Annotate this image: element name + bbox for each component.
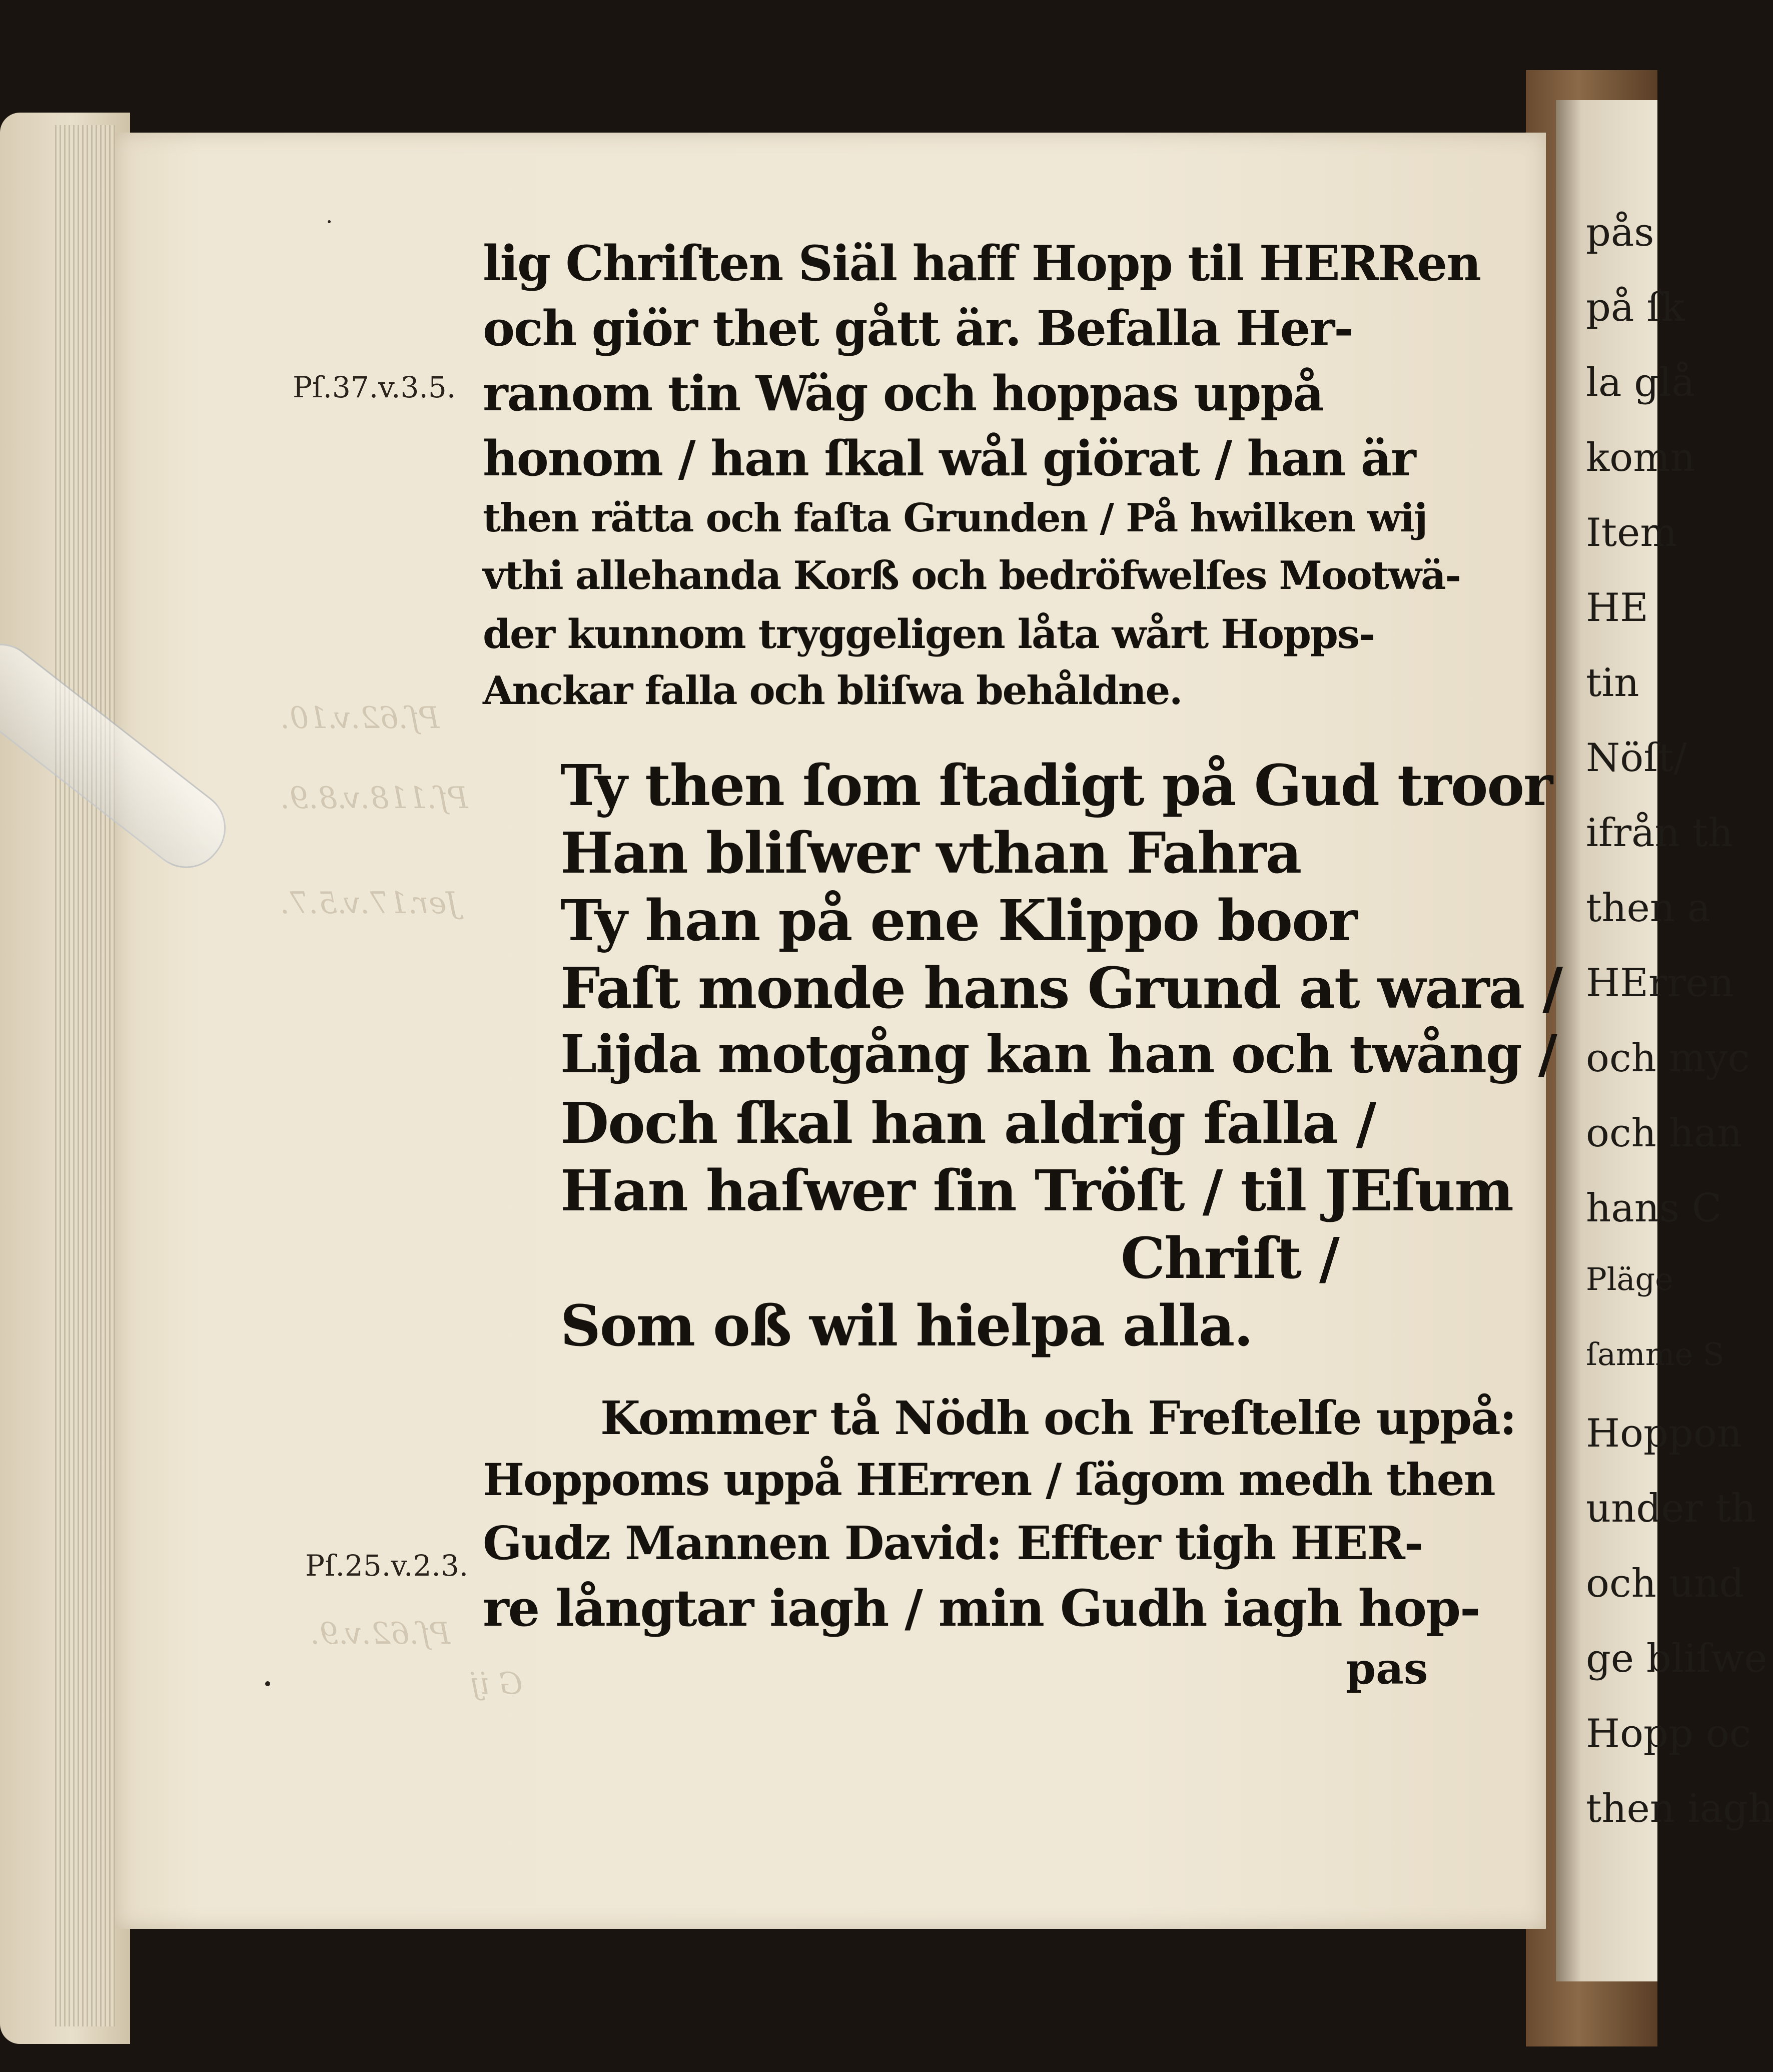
facing-page-fragment: Hoppon bbox=[1586, 1411, 1742, 1456]
ink-speck bbox=[328, 220, 331, 223]
prose-line: der kunnom tryggeligen låta wårt Hopps- bbox=[483, 610, 1375, 657]
facing-page-fragment: Pläge bbox=[1586, 1261, 1673, 1297]
verse-line: Ty han på ene Klippo boor bbox=[560, 888, 1357, 954]
prose-line: Anckar falla och bliſwa behåldne. bbox=[483, 668, 1182, 714]
prose-line: re långtar iagh / min Gudh iagh hop- bbox=[483, 1579, 1480, 1638]
facing-page-fragment: HErren bbox=[1586, 961, 1734, 1006]
facing-page-fragment: under th bbox=[1586, 1486, 1756, 1531]
catchword: pas bbox=[1346, 1644, 1428, 1694]
facing-page-fragment: tin bbox=[1586, 660, 1639, 706]
facing-page-fragment: ge bliſwe bbox=[1586, 1636, 1767, 1681]
prose-line: Kommer tå Nödh och Freſtelſe uppå: bbox=[600, 1391, 1516, 1445]
bleed-through-note: Pſ.62.v.10. bbox=[280, 701, 440, 736]
prose-line: Hoppoms uppå HErren / ſägom medh then bbox=[483, 1454, 1495, 1506]
facing-page-fragment: then a bbox=[1586, 886, 1711, 931]
prose-line: lig Chriſten Siäl haff Hopp til HERRen bbox=[483, 235, 1480, 292]
verse-line: Faſt monde hans Grund at wara / bbox=[560, 956, 1562, 1021]
prose-line: vthi allehanda Korß och bedröfwelſes Mootwä- bbox=[483, 553, 1460, 598]
prose-line: och giör thet gått är. Befalla Her- bbox=[483, 300, 1353, 357]
facing-page-fragment: hans C bbox=[1586, 1186, 1722, 1231]
facing-page-fragment: och myc bbox=[1586, 1036, 1750, 1081]
facing-page-fragment: ifrån th bbox=[1586, 811, 1733, 856]
prose-line: honom / han ſkal wål giörat / han är bbox=[483, 430, 1415, 487]
margin-reference: Pſ.37.v.3.5. bbox=[293, 370, 456, 404]
bleed-through-note: Pſ.62.v.9. bbox=[310, 1616, 451, 1651]
bleed-through-note: Jer.17.v.5.7. bbox=[280, 886, 459, 921]
verse-line: Han bliſwer vthan Fahra bbox=[560, 821, 1301, 886]
prose-line: then rätta och faſta Grunden / På hwilken wij bbox=[483, 495, 1427, 541]
facing-page-fragment: komn bbox=[1586, 435, 1695, 480]
facing-page-fragment: la glå bbox=[1586, 360, 1695, 405]
facing-page-fragment: på ſk bbox=[1586, 285, 1685, 330]
facing-page-fragment: HE bbox=[1586, 585, 1648, 630]
facing-page bbox=[1556, 100, 1773, 1981]
verse-line-indented: Chriſt / bbox=[1121, 1226, 1339, 1291]
prose-line: ranom tin Wäg och hoppas uppå bbox=[483, 365, 1323, 422]
bleed-through-signature: G ij bbox=[470, 1666, 523, 1701]
bleed-through-note: Pſ.118.v.8.9. bbox=[280, 781, 468, 816]
facing-page-fragment: Hopp oc bbox=[1586, 1711, 1751, 1756]
ink-speck bbox=[265, 1681, 270, 1686]
margin-reference: Pſ.25.v.2.3. bbox=[305, 1549, 469, 1583]
prose-line: Gudz Mannen David: Effter tigh HER- bbox=[483, 1516, 1423, 1570]
verse-line: Lijda motgång kan han och twång / bbox=[560, 1023, 1556, 1085]
verse-line: Ty then ſom ſtadigt på Gud troor bbox=[560, 753, 1552, 819]
stacked-page-edges bbox=[55, 125, 115, 2026]
facing-page-fragment: och und bbox=[1586, 1561, 1744, 1606]
facing-page-fragment: then iagh bbox=[1586, 1786, 1773, 1831]
verse-line: Som oß wil hielpa alla. bbox=[560, 1293, 1253, 1359]
facing-page-fragment: Nöſt/ bbox=[1586, 736, 1687, 781]
facing-page-fragment: pås bbox=[1586, 210, 1654, 255]
verse-line: Han haſwer ſin Tröſt / til JEſum bbox=[560, 1158, 1513, 1224]
facing-page-fragment: Item bbox=[1586, 510, 1677, 555]
verse-line: Doch ſkal han aldrig falla / bbox=[560, 1091, 1376, 1156]
facing-page-fragment: ſamme S bbox=[1586, 1336, 1724, 1372]
facing-page-fragment: och han bbox=[1586, 1111, 1742, 1156]
